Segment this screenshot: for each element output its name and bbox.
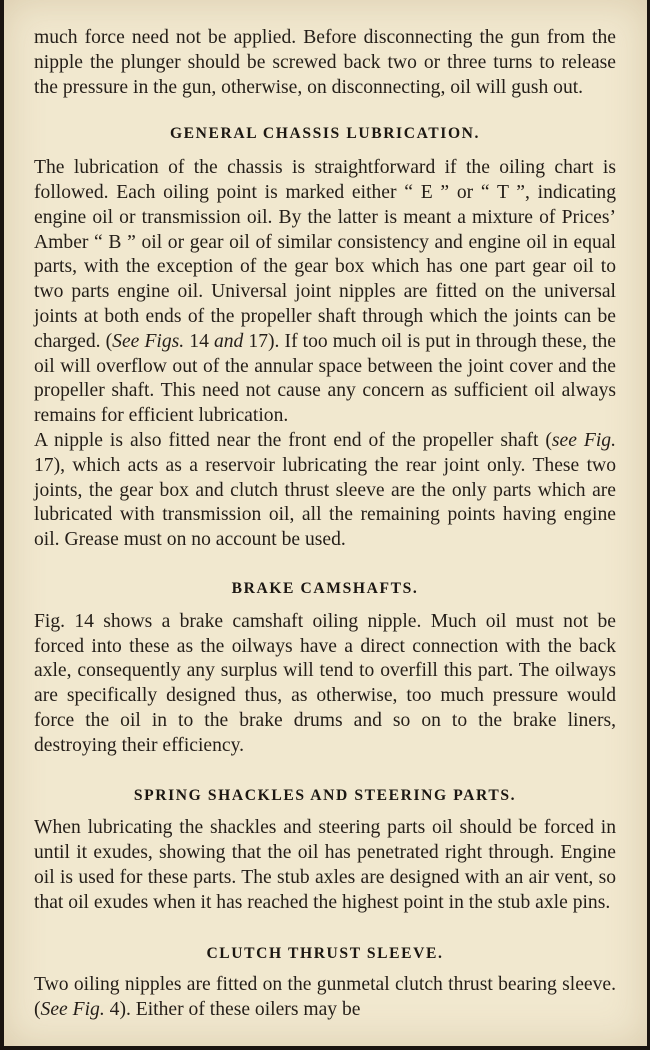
- figure-number-17: 17: [243, 330, 269, 352]
- chassis-paragraph-2-text-b: ), which acts as a reservoir lubricating the rear joint only. These two joints, the gear box and clutch thrust sleeve are the only parts which are lubricated with transmission oil, all the remaining points having engine oil. Grease must on no account be used.: [34, 454, 616, 551]
- brake-paragraph: Fig. 14 shows a brake camshaft oiling nipple. Much oil must not be forced into these as the oilways have a direct connection with the back axle, consequently any surplus will tend to overfill this part. The oilways are specifically designed thus, as otherwise, too much pressure would force the oil in to the brake drums and so on to the brake liners, destroying their efficiency.: [34, 610, 616, 756]
- page-text: [34, 26, 616, 1023]
- figure-number-17-b: 17: [34, 454, 54, 476]
- figure-reference-see-figs: See Figs.: [112, 330, 185, 352]
- clutch-paragraph-text-b: ). Either of these oilers may be: [119, 999, 361, 1021]
- heading-clutch-thrust-sleeve: CLUTCH THRUST SLEEVE.: [206, 944, 444, 962]
- heading-general-chassis-lubrication: GENERAL CHASSIS LUBRICATION.: [169, 125, 481, 143]
- chassis-paragraph-1-text-a: The lubrication of the chassis is straightforward if the oiling chart is followed. Each oiling point is marked either “ E ” or “ T ”, indicating engine oil or transmission oil. By the latter is meant a mixture of Prices’ Amber “ B ” oil or gear oil of similar consistency and engine oil in equal parts, with the exception of the gear box which has one part gear oil to two parts engine oil. Universal joint nipples are fitted on the universal joints at both ends of the propeller shaft through which the joints can be charged. (: [34, 157, 616, 352]
- chassis-paragraph-1-text-b: ). If too much oil is put in through these, the oil will overflow out of the annular space between the joint cover and the propeller shaft. This need not cause any concern as sufficient oil always remains for efficient lubrication.: [34, 330, 617, 427]
- chassis-paragraph-1: [34, 156, 616, 429]
- clutch-paragraph-text-a: Two oiling nipples are fitted on the gunmetal clutch thrust bearing sleeve. (: [34, 974, 616, 1021]
- chassis-paragraph-2: [34, 429, 616, 553]
- figure-reference-see-fig: see Fig.: [551, 429, 616, 451]
- heading-brake-camshafts: BRAKE CAMSHAFTS.: [231, 579, 419, 597]
- figure-reference-see-fig-4: See Fig.: [40, 999, 105, 1021]
- spring-paragraph: When lubricating the shackles and steering parts oil should be forced in until it exudes, showing that the oil has penetrated right through. Engine oil is used for these parts. The stub axles are designed with an air vent, so that oil exudes when it has reached the highest point in the stub axle pins.: [34, 817, 616, 913]
- clutch-paragraph: [34, 973, 616, 1023]
- figure-number-14: 14: [184, 330, 214, 352]
- figure-reference-and: and: [213, 330, 244, 352]
- book-page: [4, 0, 647, 1046]
- chassis-paragraph-2-text-a: A nipple is also fitted near the front end of the propeller shaft (: [34, 429, 552, 451]
- intro-paragraph: much force need not be applied. Before disconnecting the gun from the nipple the plunger should be screwed back two or three turns to release the pressure in the gun, otherwise, on disconnecting, oil will gush out.: [34, 27, 616, 98]
- heading-spring-shackles: SPRING SHACKLES AND STEERING PARTS.: [133, 786, 517, 804]
- figure-number-4: 4: [104, 999, 120, 1021]
